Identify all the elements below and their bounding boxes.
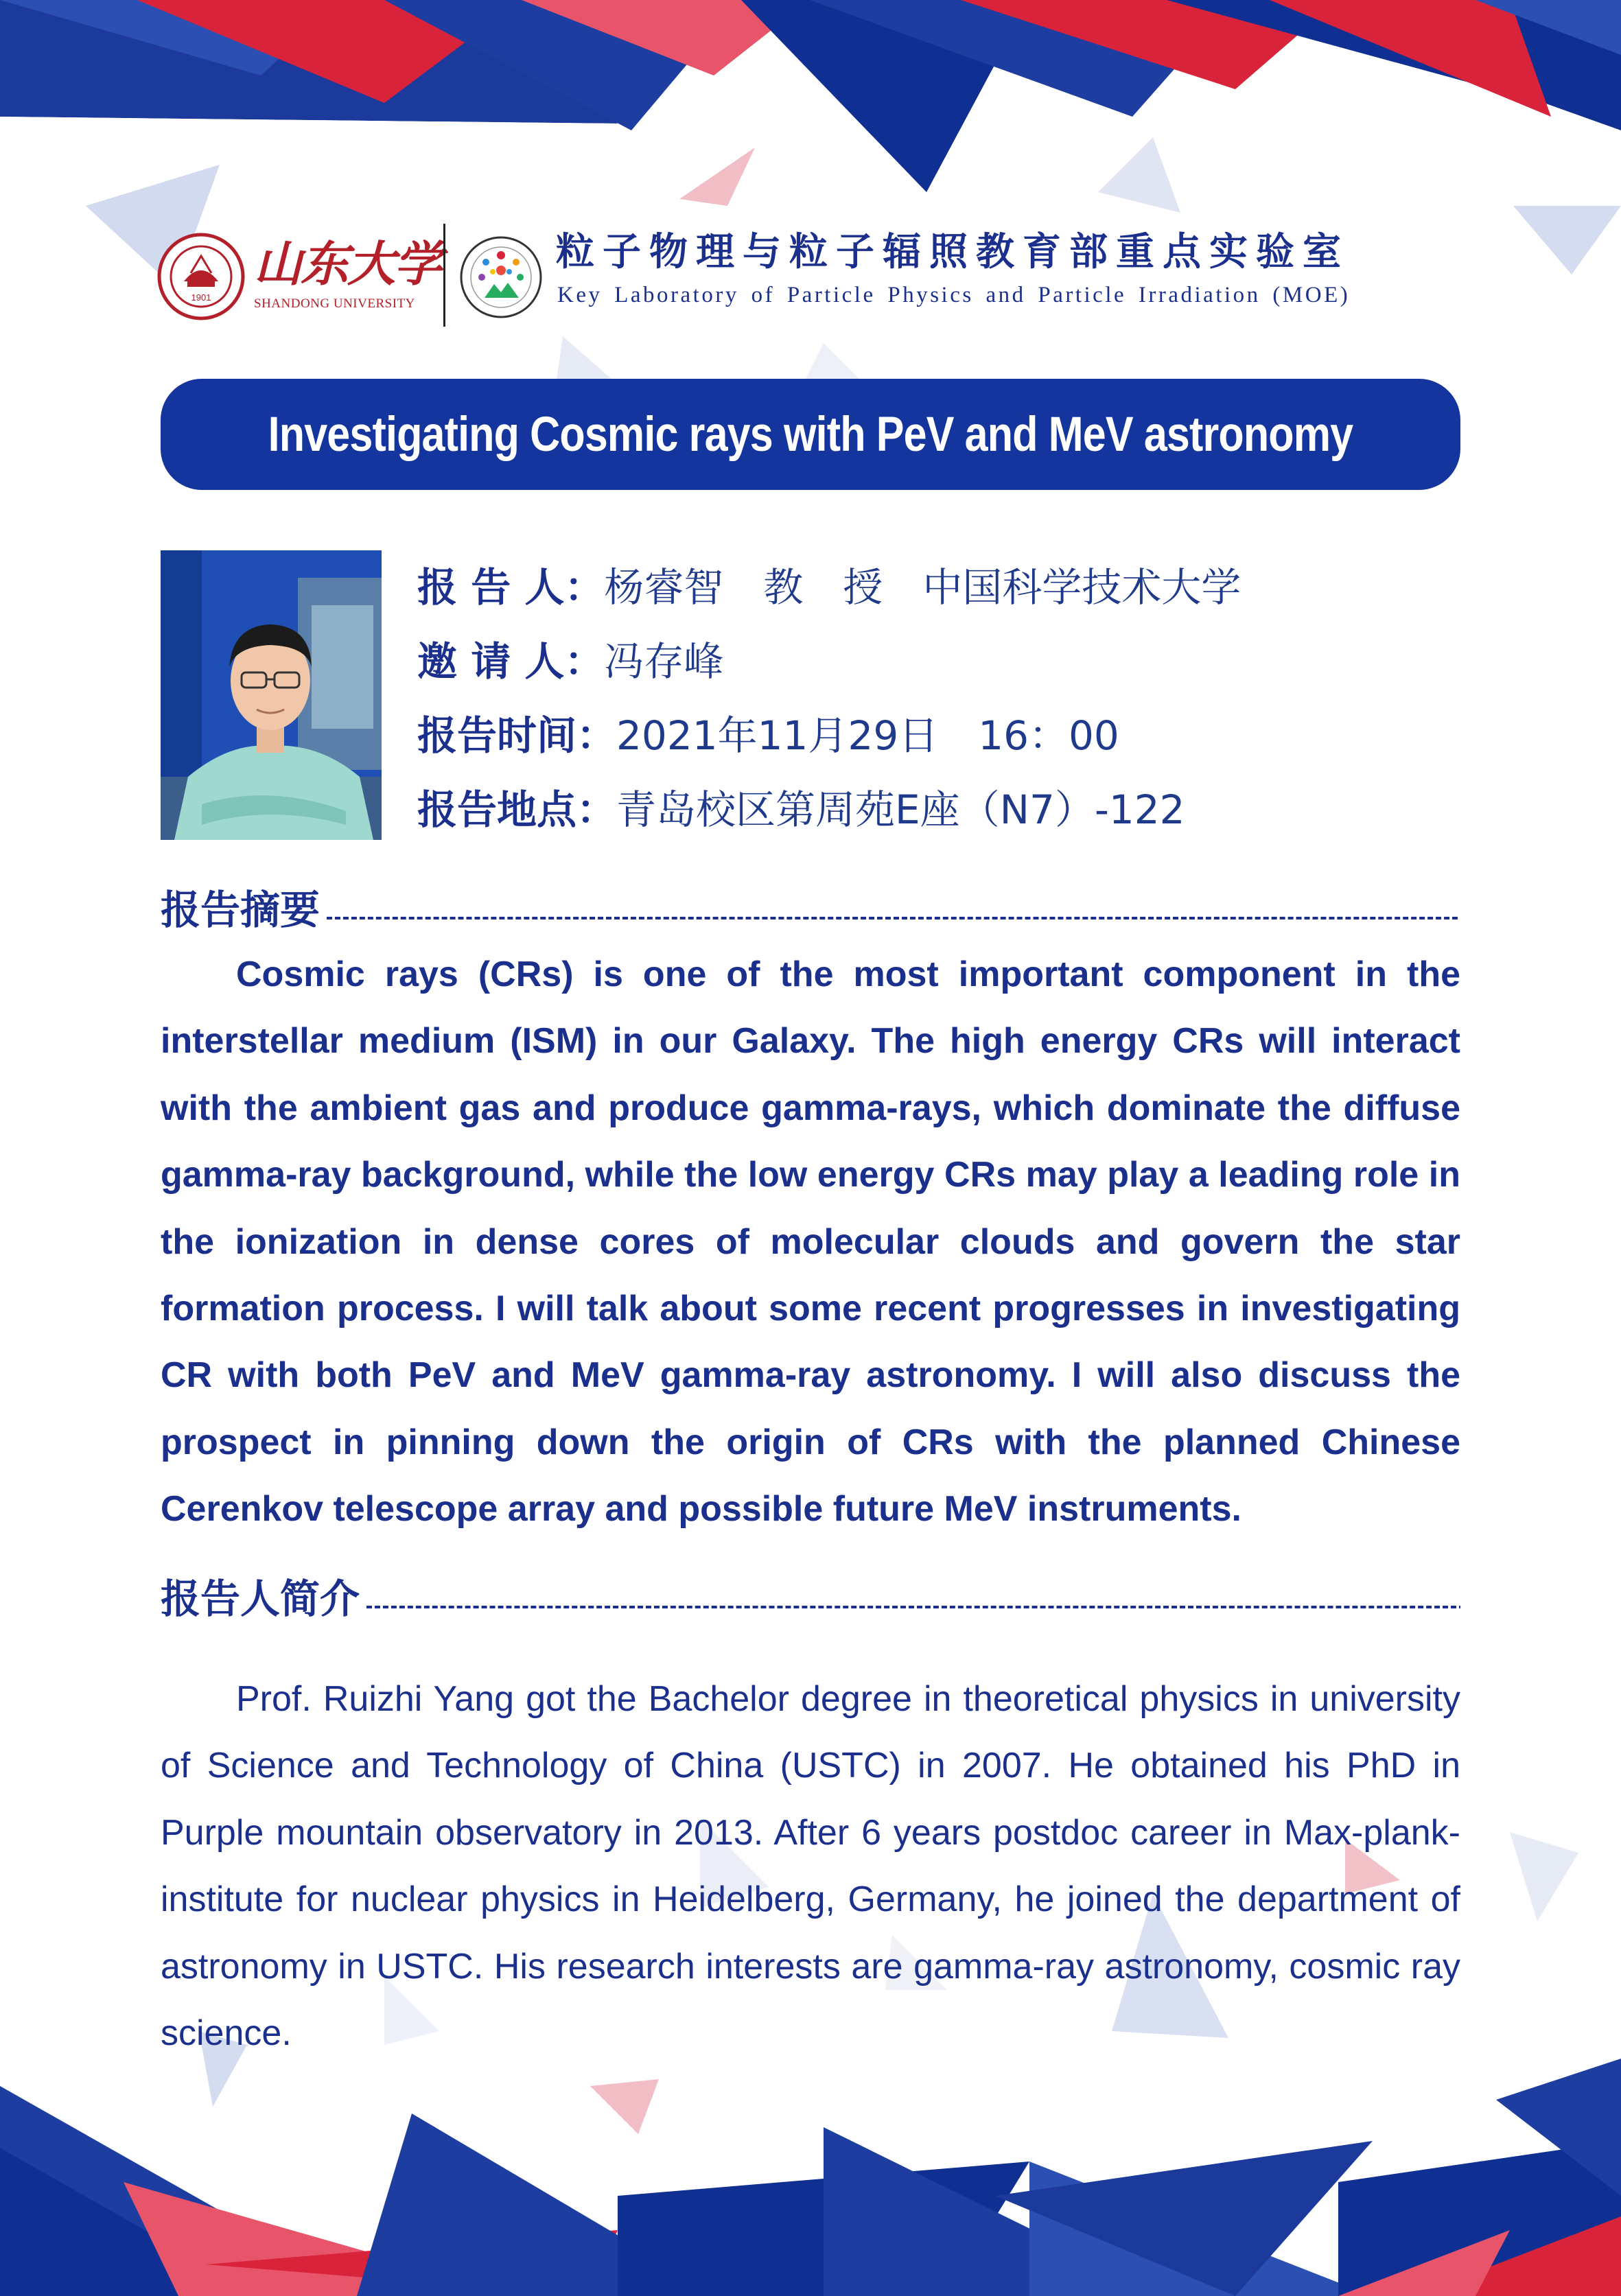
place-value: 青岛校区第周苑E座（N7）-122 — [616, 786, 1185, 833]
info-place — [417, 775, 1474, 844]
bio-text: Prof. Ruizhi Yang got the Bachelor degree in theoretical physics in university of Science and Technology of China (USTC) in 2007. He obtained his PhD in Purple mountain observatory in 2013. After 6 years postdoc career in Max-plank-institute for nuclear physics in Heidelberg, Germany, he joined the department of astronomy in USTC. His research interests are gamma-ray astronomy, cosmic ray science. — [161, 1679, 1460, 2054]
bio-dashed-rule — [366, 1573, 1460, 1625]
lab-name-en: Key Laboratory of Particle Physics and Particle Irradiation (MOE) — [557, 283, 1351, 307]
abstract-text: Cosmic rays (CRs) is one of the most important component in the interstellar medium (ISM) in our Galaxy. The high energy CRs will interact with the ambient gas and produce gamma-rays, which dominate the diffuse gamma-ray background, while the low energy CRs may play a leading role in the ionization in dense cores of molecular clouds and govern the star formation process. I will talk about some recent progresses in investigating CR with both PeV and MeV gamma-ray astronomy. I will also discuss the prospect in pinning down the origin of CRs with the planned Chinese Cerenkov telescope array and possible future MeV instruments. — [161, 954, 1460, 1530]
university-seal-icon — [156, 232, 246, 321]
inviter-label: 邀 请 人： — [417, 638, 605, 685]
abstract-dashed-rule — [327, 884, 1460, 936]
speaker-photo — [161, 550, 382, 840]
bio-heading-row — [161, 1573, 1460, 1625]
time-label: 报告时间： — [417, 712, 617, 759]
title-banner — [161, 379, 1460, 490]
info-speaker — [417, 553, 1474, 622]
abstract-heading-row — [161, 884, 1460, 936]
time-value: 2021年11月29日 16：00 — [616, 712, 1119, 759]
header-divider — [443, 224, 445, 327]
place-label: 报告地点： — [417, 786, 617, 833]
lab-logo-icon — [458, 235, 544, 320]
bio-heading: 报告人简介 — [161, 1575, 360, 1622]
seal-year: 1901 — [191, 292, 211, 303]
info-inviter — [417, 627, 1474, 696]
university-name-cn: 山东大学 — [254, 235, 441, 292]
university-name-en: SHANDONG UNIVERSITY — [254, 296, 415, 311]
talk-title: Investigating Cosmic rays with PeV and MeV astronomy — [268, 407, 1353, 462]
speaker-value: 杨睿智 教 授 中国科学技术大学 — [604, 564, 1241, 611]
abstract-heading: 报告摘要 — [161, 887, 320, 933]
info-time — [417, 701, 1474, 770]
inviter-value: 冯存峰 — [604, 638, 724, 685]
speaker-label: 报 告 人： — [417, 564, 605, 611]
lab-name-cn: 粒子物理与粒子辐照教育部重点实验室 — [556, 230, 1349, 274]
